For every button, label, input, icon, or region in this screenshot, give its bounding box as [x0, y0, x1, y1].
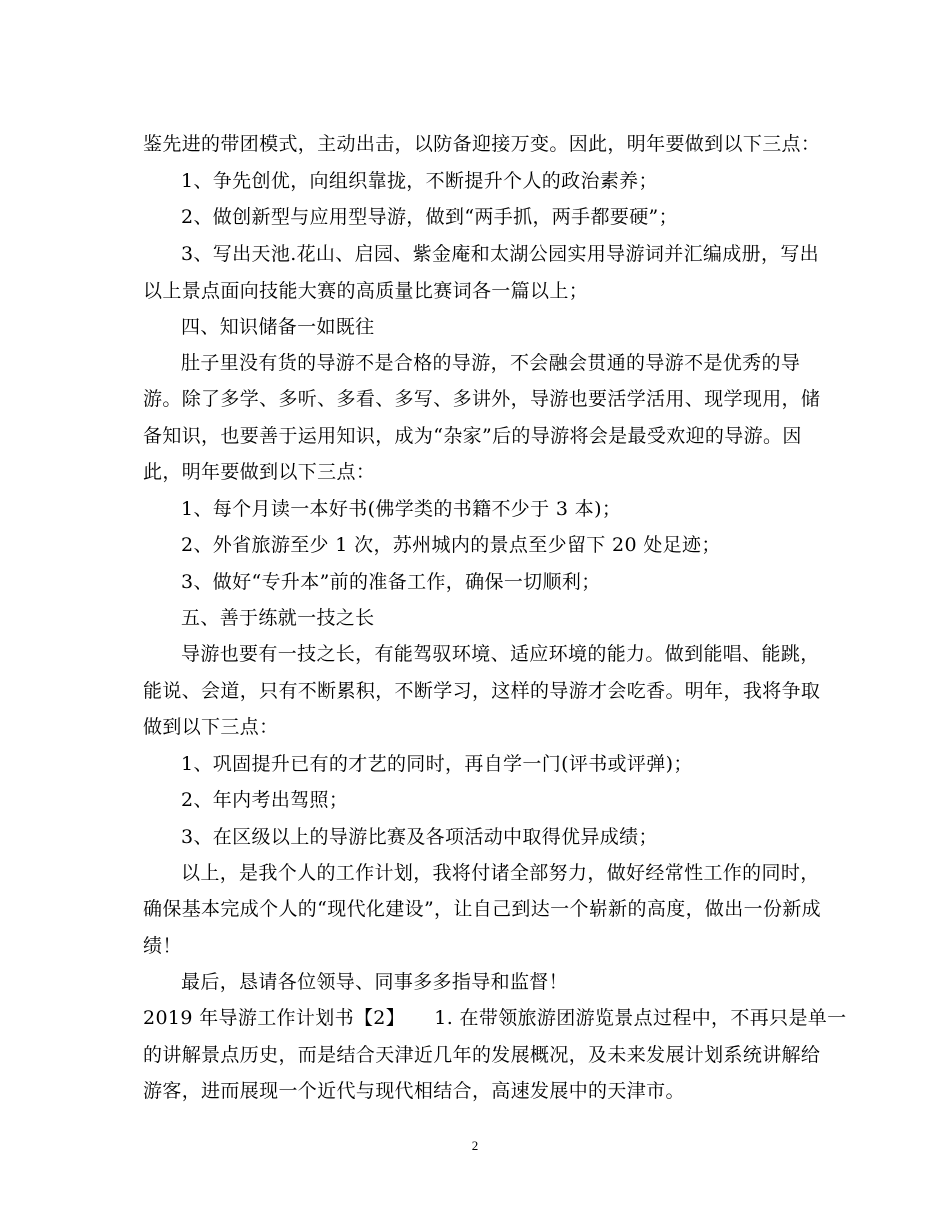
list-item: 3、在区级以上的导游比赛及各项活动中取得优异成绩；	[181, 826, 658, 848]
text-line: 游客，进而展现一个近代与现代相结合，高速发展中的天津市。	[143, 1080, 685, 1102]
list-item: 1、巩固提升已有的才艺的同时，再自学一门(评书或评弹)；	[181, 753, 693, 775]
text-line: 能说、会道，只有不断累积，不断学习，这样的导游才会吃香。明年，我将争取	[143, 680, 821, 702]
text-line: 游。除了多学、多听、多看、多写、多讲外，导游也要活学活用、现学现用，储	[143, 388, 821, 410]
paragraph-line: 以上，是我个人的工作计划，我将付诸全部努力，做好经常性工作的同时，	[181, 862, 820, 884]
list-item: 3、写出天池.花山、启园、紫金庵和太湖公园实用导游词并汇编成册，写出	[181, 243, 820, 265]
list-item: 1、争先创优，向组织靠拢，不断提升个人的政治素养；	[181, 170, 658, 192]
text-line: 确保基本完成个人的“现代化建设”，让自己到达一个崭新的高度，做出一份新成	[143, 898, 822, 920]
text-line: 备知识，也要善于运用知识，成为“杂家”后的导游将会是最受欢迎的导游。因	[143, 425, 802, 447]
paragraph-line: 最后，恳请各位领导、同事多多指导和监督！	[181, 971, 569, 993]
text-line: 2019 年导游工作计划书【2】 1. 在带领旅游团游览景点过程中，不再只是单一	[143, 1007, 847, 1029]
page-number: 2	[471, 1138, 479, 1153]
section-heading: 四、知识储备一如既往	[181, 316, 375, 338]
list-item: 2、年内考出驾照；	[181, 789, 349, 811]
list-item: 2、做创新型与应用型导游，做到“两手抓，两手都要硬”；	[181, 206, 678, 228]
section-heading: 五、善于练就一技之长	[181, 607, 375, 629]
list-item: 3、做好“专升本”前的准备工作，确保一切顺利；	[181, 571, 601, 593]
text-line: 鉴先进的带团模式，主动出击，以防备迎接万变。因此，明年要做到以下三点：	[143, 133, 821, 155]
list-item: 1、每个月读一本好书(佛学类的书籍不少于 3 本)；	[181, 498, 622, 520]
text-line: 此，明年要做到以下三点：	[143, 461, 376, 483]
list-item: 2、外省旅游至少 1 次，苏州城内的景点至少留下 20 处足迹；	[181, 534, 721, 556]
text-line: 做到以下三点：	[143, 716, 279, 738]
paragraph-line: 导游也要有一技之长，有能驾驭环境、适应环境的能力。做到能唱、能跳，	[181, 643, 820, 665]
text-line: 以上景点面向技能大赛的高质量比赛词各一篇以上；	[143, 280, 589, 302]
text-line: 的讲解景点历史，而是结合天津近几年的发展概况，及未来发展计划系统讲解给	[143, 1044, 821, 1066]
paragraph-line: 肚子里没有货的导游不是合格的导游，不会融会贯通的导游不是优秀的导	[181, 352, 801, 374]
text-line: 绩！	[143, 935, 182, 957]
